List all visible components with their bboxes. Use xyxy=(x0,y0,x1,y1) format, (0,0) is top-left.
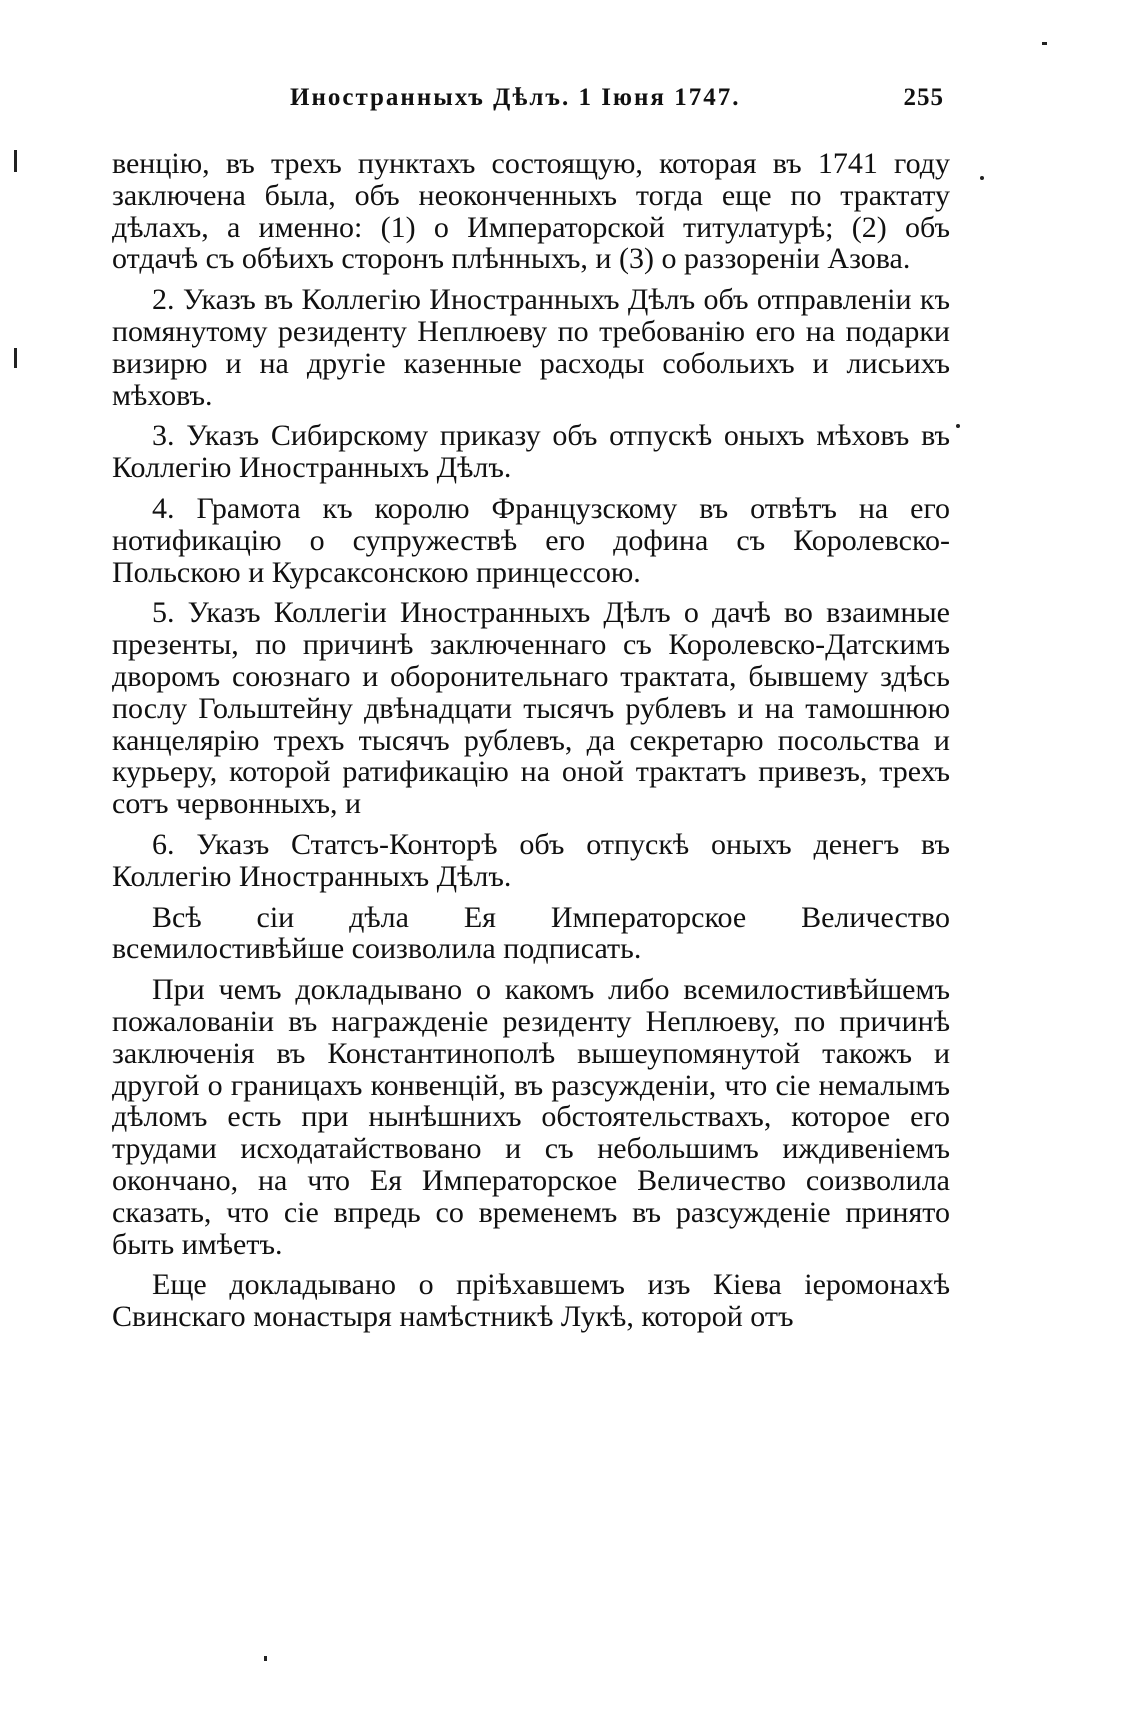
paragraph-item-3: 3. Указъ Сибирскому приказу объ отпускѣ оныхъ мѣховъ въ Коллегію Иностранныхъ Дѣлъ. xyxy=(112,419,950,485)
paragraph-continuation: венцію, въ трехъ пунктахъ состоящую, которая въ 1741 году заключена была, объ неоконченныхъ тогда еще по трактату дѣлахъ, а именно: (1) о Императорской титулатурѣ; (2) объ отдачѣ съ обѣихъ сторонъ плѣнныхъ, и (3) о раззореніи Азова. xyxy=(112,147,950,276)
body-text xyxy=(112,148,950,1342)
margin-scan-mark xyxy=(1042,42,1047,45)
margin-scan-mark xyxy=(980,176,984,180)
paragraph-report-nepluev: При чемъ докладывано о какомъ либо всемилостивѣйшемъ пожалованіи въ награжденіе резиденту Неплюеву, по причинѣ заключенія въ Константинополѣ вышеупомянутой такожъ и другой о границахъ конвенцій, въ разсужденіи, что сіе немалымъ дѣломъ есть при нынѣшнихъ обстоятельствахъ, которое его трудами исходатайствовано и съ небольшимъ иждивеніемъ окончано, на что Ея Императорское Величество соизволила сказать, что сіе впредь со временемъ въ разсужденіе принято быть имѣетъ. xyxy=(112,973,950,1261)
margin-scan-mark xyxy=(14,348,17,368)
paragraph-item-4: 4. Грамота къ королю Французскому въ отвѣтъ на его нотификацію о супружествѣ его дофина съ Королевско-Польскою и Курсаксонскою принцессою. xyxy=(112,491,950,589)
paragraph-signature-note: Всѣ сіи дѣла Ея Императорское Величество всемилостивѣйше соизволила подписать. xyxy=(112,900,950,966)
paragraph-item-6: 6. Указъ Статсъ-Конторѣ объ отпускѣ оныхъ денегъ въ Коллегію Иностранныхъ Дѣлъ. xyxy=(112,827,950,893)
margin-scan-mark xyxy=(956,424,960,428)
paragraph-report-luka: Еще докладывано о пріѣхавшемъ изъ Кіева іеромонахѣ Свинскаго монастыря намѣстникѣ Лукѣ, которой отъ xyxy=(112,1268,950,1334)
paragraph-item-2: 2. Указъ въ Коллегію Иностранныхъ Дѣлъ объ отправленіи къ помянутому резиденту Неплюеву по требованію его на подарки визирю и на другіе казенные расходы собольихъ и лисьихъ мѣховъ. xyxy=(112,283,950,412)
running-title: Иностранныхъ Дѣлъ. 1 Іюня 1747. xyxy=(290,84,741,111)
margin-scan-mark xyxy=(14,150,17,172)
margin-scan-mark xyxy=(264,1656,267,1661)
page-number: 255 xyxy=(903,84,944,111)
page-header xyxy=(290,84,950,120)
paragraph-item-5: 5. Указъ Коллегіи Иностранныхъ Дѣлъ о дачѣ во взаимные презенты, по причинѣ заключеннаго съ Королевско-Датскимъ дворомъ союзнаго и оборонительнаго трактата, бывшему здѣсь послу Гольштейну двѣнадцати тысячъ рублевъ и на тамошнюю канцелярію трехъ тысячъ рублевъ, да секретарю посольства и курьеру, которой ратификацію на оной трактатъ привезъ, трехъ сотъ червонныхъ, и xyxy=(112,596,950,821)
